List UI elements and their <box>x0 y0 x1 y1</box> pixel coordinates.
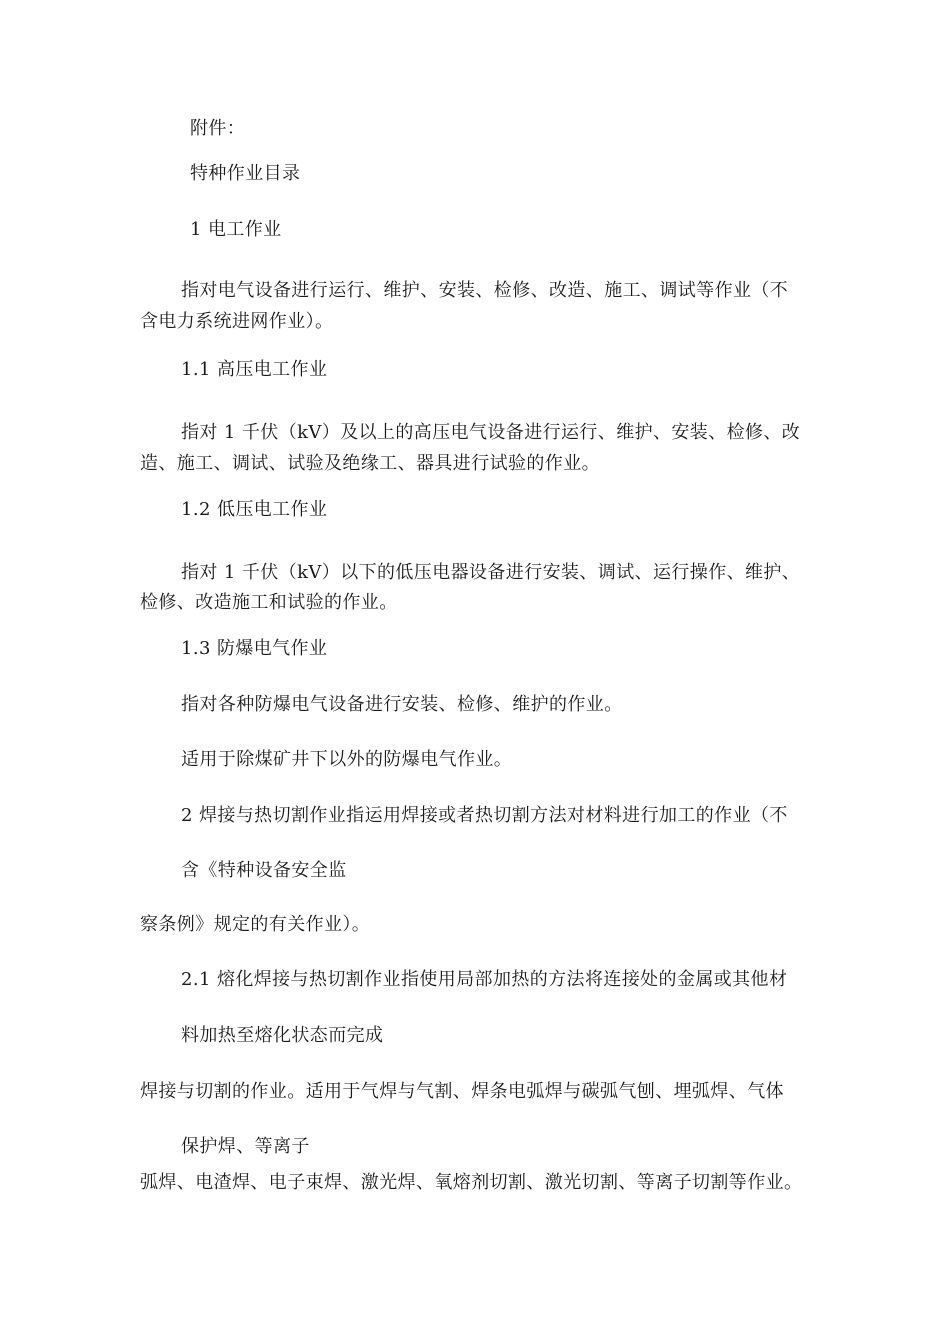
attachment-label: 附件： <box>190 118 246 139</box>
paragraph-line: 适用于除煤矿井下以外的防爆电气作业。 <box>181 749 513 770</box>
section-heading-2-1: 2.1 熔化焊接与热切割作业指使用局部加热的方法将连接处的金属或其他材 <box>181 969 788 990</box>
paragraph-line: 含电力系统进网作业）。 <box>140 311 334 332</box>
section-heading-1-1: 1.1 高压电工作业 <box>181 359 328 380</box>
paragraph-line: 指对电气设备进行运行、维护、安装、检修、改造、施工、调试等作业（不 <box>181 280 789 301</box>
paragraph-line: 料加热至熔化状态而完成 <box>181 1025 384 1046</box>
section-heading-1-2: 1.2 低压电工作业 <box>181 499 328 520</box>
document-title: 特种作业目录 <box>190 163 301 184</box>
paragraph-line: 保护焊、等离子 <box>181 1136 310 1157</box>
paragraph-line: 检修、改造施工和试验的作业。 <box>140 592 398 613</box>
paragraph-line: 含《特种设备安全监 <box>181 860 347 881</box>
paragraph-line: 指对各种防爆电气设备进行安装、检修、维护的作业。 <box>181 694 623 715</box>
paragraph-line: 弧焊、电渣焊、电子束焊、激光焊、氧熔剂切割、激光切割、等离子切割等作业。 <box>140 1172 803 1193</box>
paragraph-line: 焊接与切割的作业。适用于气焊与气割、焊条电弧焊与碳弧气刨、埋弧焊、气体 <box>140 1081 784 1102</box>
paragraph-line: 造、施工、调试、试验及绝缘工、器具进行试验的作业。 <box>140 453 600 474</box>
paragraph-line: 指对 1 千伏（kV）以下的低压电器设备进行安装、调试、运行操作、维护、 <box>181 562 801 583</box>
paragraph-line: 指对 1 千伏（kV）及以上的高压电气设备进行运行、维护、安装、检修、改 <box>181 422 801 443</box>
section-heading-2: 2 焊接与热切割作业指运用焊接或者热切割方法对材料进行加工的作业（不 <box>181 805 788 826</box>
section-heading-1: 1 电工作业 <box>190 219 282 240</box>
paragraph-line: 察条例》规定的有关作业）。 <box>140 914 371 935</box>
section-heading-1-3: 1.3 防爆电气作业 <box>181 638 328 659</box>
